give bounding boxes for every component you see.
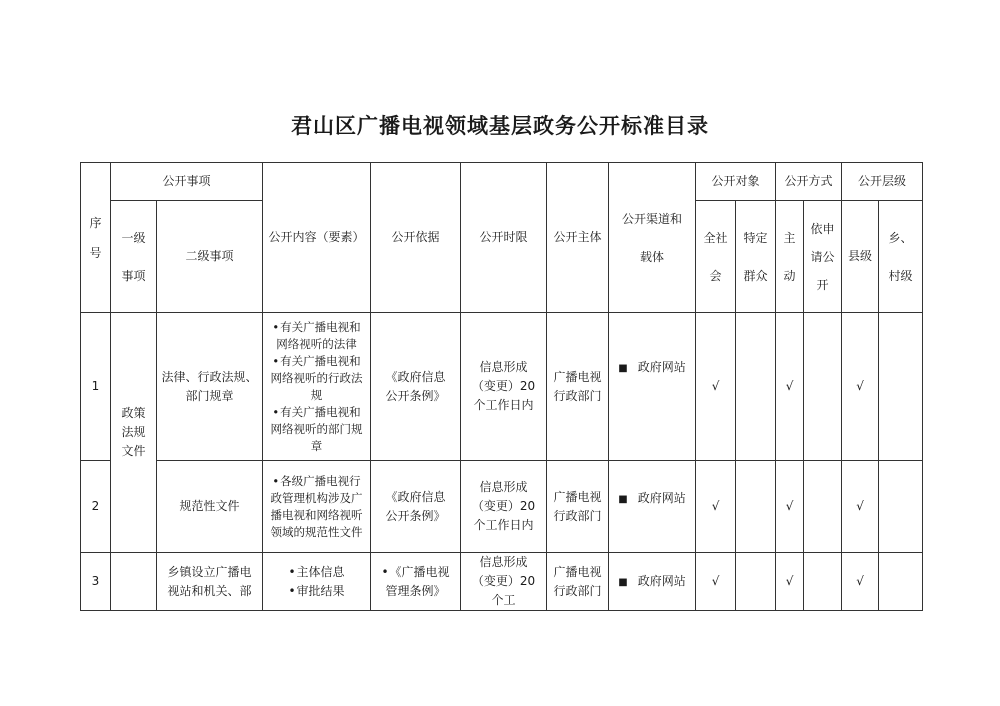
header-target: 公开对象 bbox=[696, 163, 776, 201]
content-item: •各级广播电视行政管理机构涉及广播电视和网络视听领域的规范性文件 bbox=[270, 473, 363, 539]
cell-active: √ bbox=[776, 313, 804, 461]
square-bullet-icon: ■ bbox=[618, 576, 628, 588]
cell-level2: 规范性文件 bbox=[157, 461, 263, 553]
cell-apply bbox=[804, 553, 842, 611]
cell-time: 信息形成（变更）20个工 bbox=[461, 553, 547, 611]
cell-whole: √ bbox=[696, 313, 736, 461]
header-row-1 bbox=[81, 163, 923, 201]
header-active: 主动 bbox=[776, 201, 804, 313]
cell-subject: 广播电视行政部门 bbox=[547, 313, 609, 461]
cell-level2: 乡镇设立广播电视站和机关、部 bbox=[157, 553, 263, 611]
content-item: •主体信息 bbox=[288, 564, 345, 579]
cell-basis: 《政府信息公开条例》 bbox=[371, 461, 461, 553]
cell-seq: 2 bbox=[81, 461, 111, 553]
header-apply: 依申请公开 bbox=[804, 201, 842, 313]
cell-apply bbox=[804, 313, 842, 461]
cell-content bbox=[263, 553, 371, 611]
cell-specific bbox=[736, 461, 776, 553]
header-village: 乡、村级 bbox=[879, 201, 923, 313]
cell-time: 信息形成（变更）20个工作日内 bbox=[461, 313, 547, 461]
header-content: 公开内容（要素） bbox=[263, 163, 371, 313]
header-channel: 公开渠道和载体 bbox=[609, 163, 696, 313]
cell-basis: •《广播电视管理条例》 bbox=[371, 553, 461, 611]
content-item: •审批结果 bbox=[288, 583, 345, 598]
cell-subject: 广播电视行政部门 bbox=[547, 461, 609, 553]
content-item: •有关广播电视和网络视听的行政法规 bbox=[270, 353, 363, 402]
header-level1: 一级事项 bbox=[111, 201, 157, 313]
catalog-table bbox=[80, 162, 923, 611]
cell-village bbox=[879, 553, 923, 611]
cell-content bbox=[263, 461, 371, 553]
cell-level2: 法律、行政法规、部门规章 bbox=[157, 313, 263, 461]
cell-county: √ bbox=[842, 553, 879, 611]
cell-level1 bbox=[111, 553, 157, 611]
header-matters: 公开事项 bbox=[111, 163, 263, 201]
content-item: •有关广播电视和网络视听的部门规章 bbox=[270, 404, 363, 453]
header-seq: 序号 bbox=[81, 163, 111, 313]
cell-active: √ bbox=[776, 553, 804, 611]
cell-channel: ■ 政府网站 bbox=[609, 313, 696, 461]
header-time: 公开时限 bbox=[461, 163, 547, 313]
table-row bbox=[81, 313, 923, 461]
table-row bbox=[81, 461, 923, 553]
cell-seq: 1 bbox=[81, 313, 111, 461]
cell-county: √ bbox=[842, 461, 879, 553]
cell-whole: √ bbox=[696, 461, 736, 553]
cell-whole: √ bbox=[696, 553, 736, 611]
cell-village bbox=[879, 461, 923, 553]
header-method: 公开方式 bbox=[776, 163, 842, 201]
page-title: 君山区广播电视领域基层政务公开标准目录 bbox=[291, 114, 709, 138]
cell-apply bbox=[804, 461, 842, 553]
square-bullet-icon: ■ bbox=[618, 494, 628, 505]
cell-seq: 3 bbox=[81, 553, 111, 611]
header-specific: 特定群众 bbox=[736, 201, 776, 313]
cell-channel: ■ 政府网站 bbox=[609, 461, 696, 553]
cell-channel: ■ 政府网站 bbox=[609, 553, 696, 611]
header-level: 公开层级 bbox=[842, 163, 923, 201]
cell-specific bbox=[736, 313, 776, 461]
content-item: •有关广播电视和网络视听的法律 bbox=[272, 319, 361, 351]
cell-active: √ bbox=[776, 461, 804, 553]
header-basis: 公开依据 bbox=[371, 163, 461, 313]
cell-specific bbox=[736, 553, 776, 611]
cell-time: 信息形成（变更）20个工作日内 bbox=[461, 461, 547, 553]
square-bullet-icon: ■ bbox=[618, 363, 628, 374]
cell-subject: 广播电视行政部门 bbox=[547, 553, 609, 611]
cell-level1: 政策法规文件 bbox=[111, 313, 157, 553]
table-row bbox=[81, 553, 923, 611]
header-county: 县级 bbox=[842, 201, 879, 313]
cell-content bbox=[263, 313, 371, 461]
header-subject: 公开主体 bbox=[547, 163, 609, 313]
header-level2: 二级事项 bbox=[157, 201, 263, 313]
cell-county: √ bbox=[842, 313, 879, 461]
cell-village bbox=[879, 313, 923, 461]
cell-basis: 《政府信息公开条例》 bbox=[371, 313, 461, 461]
header-whole: 全社会 bbox=[696, 201, 736, 313]
